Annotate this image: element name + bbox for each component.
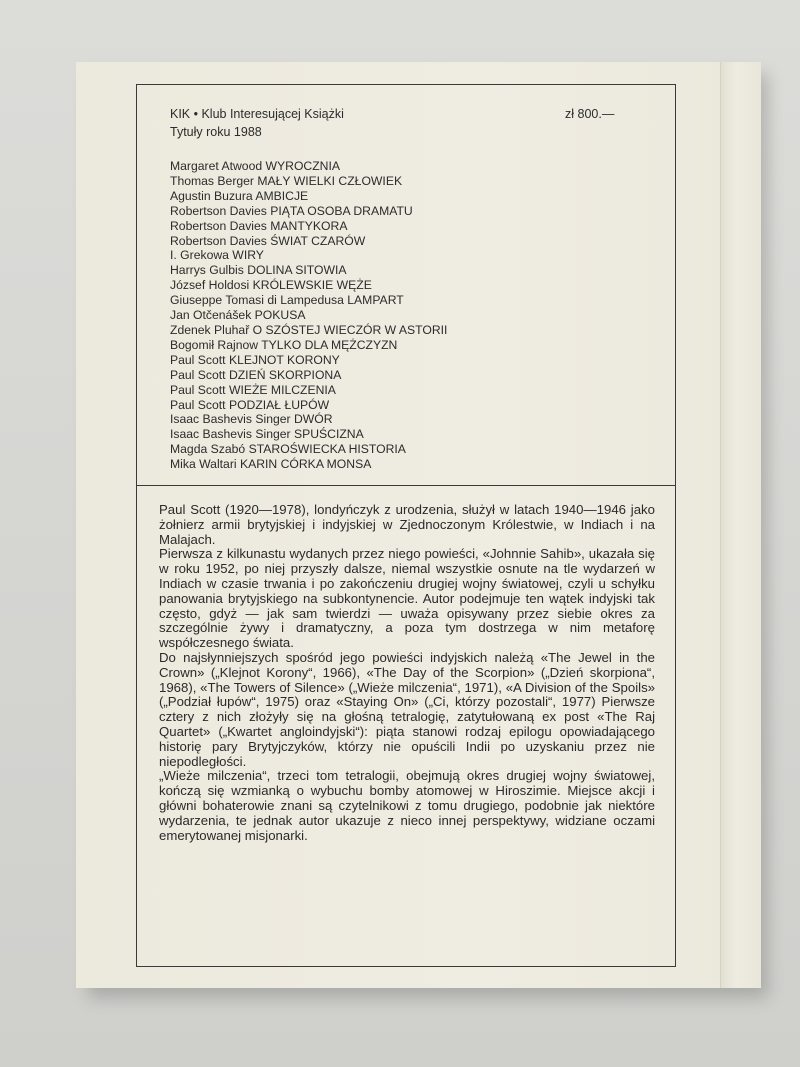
- title-item: Giuseppe Tomasi di Lampedusa LAMPART: [170, 293, 404, 308]
- title-item: Robertson Davies PIĄTA OSOBA DRAMATU: [170, 203, 413, 218]
- title-list: [170, 159, 447, 472]
- title-item: Isaac Bashevis Singer DWÓR: [170, 412, 333, 427]
- description-paragraph: „Wieże milczenia“, trzeci tom tetralogii, obejmują okres drugiej wojny światowej, kończą się wzmianką o wybuchu bomby atomowej w Hiroszimie. Miejsce akcji i główni bohaterowie znani są czytelnikowi z tomu drugiego, podobnie jak niektóre wydarzenia, te jednak autor ukazuje z nieco innej perspektywy, widziane oczami emerytowanej misjonarki.: [159, 768, 655, 843]
- title-item: Agustin Buzura AMBICJE: [170, 188, 309, 203]
- title-item: Robertson Davies MANTYKORA: [170, 218, 348, 233]
- title-item: Thomas Berger MAŁY WIELKI CZŁOWIEK: [170, 173, 403, 188]
- description-paragraph: Pierwsza z kilkunastu wydanych przez niego powieści, «Johnnie Sahib», ukazała się w roku 1952, po niej przyszły dalsze, niemal wszystkie osnute na tle wydarzeń w Indiach w czasie trwania i po zakończeniu drugiej wojny światowej, czyli u schyłku panowania brytyjskiego na subkontynencie. Autor podejmuje ten wątek indyjski tak często, gdyż — jak sam twierdzi — uważa opisywany przez siebie okres za szczególnie żywy i dramatyczny, a poza tym dostrzega w nim metaforę współczesnego świata.: [159, 546, 655, 651]
- title-item: Harrys Gulbis DOLINA SITOWIA: [170, 263, 347, 278]
- section-divider: [137, 485, 675, 486]
- title-item: Magda Szabó STAROŚWIECKA HISTORIA: [170, 442, 406, 457]
- title-item: I. Grekowa WIRY: [170, 248, 264, 263]
- title-item: Jan Otčenášek POKUSA: [170, 308, 306, 323]
- cover-edge-strip: [720, 62, 761, 988]
- title-item: Robertson Davies ŚWIAT CZARÓW: [170, 233, 366, 248]
- price-label: zł 800.—: [565, 107, 615, 121]
- title-item: Margaret Atwood WYROCZNIA: [170, 159, 340, 173]
- title-item: Bogomił Rajnow TYLKO DLA MĘŻCZYZN: [170, 337, 398, 352]
- text-frame: [136, 84, 676, 967]
- description-paragraph: Do najsłynniejszych spośród jego powieści indyjskich należą «The Jewel in the Crown» („Klejnot Korony“, 1966), «The Day of the Scorpion» („Dzień skorpiona“, 1968), «The Towers of Silence» („Wieże milczenia“, 1971), «A Division of the Spoils» („Podział łupów“, 1975) oraz «Staying On» („Ci, którzy pozostali“, 1977) Pierwsze cztery z nich złożyły się na głośną tetralogię, zatytułowaną ex post «The Raj Quartet» („Kwartet angloindyjski“): piąta stanowi rodzaj epilogu opowiadającego historię pary Brytyjczyków, którzy nie opuścili Indii po uzyskaniu przez nie niepodległości.: [159, 649, 655, 769]
- title-item: Mika Waltari KARIN CÓRKA MONSA: [170, 457, 372, 472]
- title-item: Paul Scott DZIEŃ SKORPIONA: [170, 367, 342, 382]
- title-item: Zdenek Pluhař O SZÓSTEJ WIECZÓR W ASTORII: [170, 322, 448, 337]
- title-item: Paul Scott KLEJNOT KORONY: [170, 352, 340, 367]
- author-description: [159, 503, 655, 843]
- publisher-line: KIK • Klub Interesującej Książki: [170, 107, 344, 121]
- description-paragraph: Paul Scott (1920—1978), londyńczyk z urodzenia, służył w latach 1940—1946 jako żołnierz armii brytyjskiej i indyjskiej w Zjednoczonym Królestwie, w Indiach i na Malajach.: [159, 502, 655, 547]
- book-back-cover: [76, 62, 760, 988]
- title-item: Isaac Bashevis Singer SPUŚCIZNA: [170, 427, 364, 442]
- title-item: József Holdosi KRÓLEWSKIE WĘŻE: [170, 278, 372, 293]
- title-item: Paul Scott WIEŻE MILCZENIA: [170, 382, 336, 397]
- title-item: Paul Scott PODZIAŁ ŁUPÓW: [170, 397, 330, 412]
- year-line: Tytuły roku 1988: [170, 125, 262, 139]
